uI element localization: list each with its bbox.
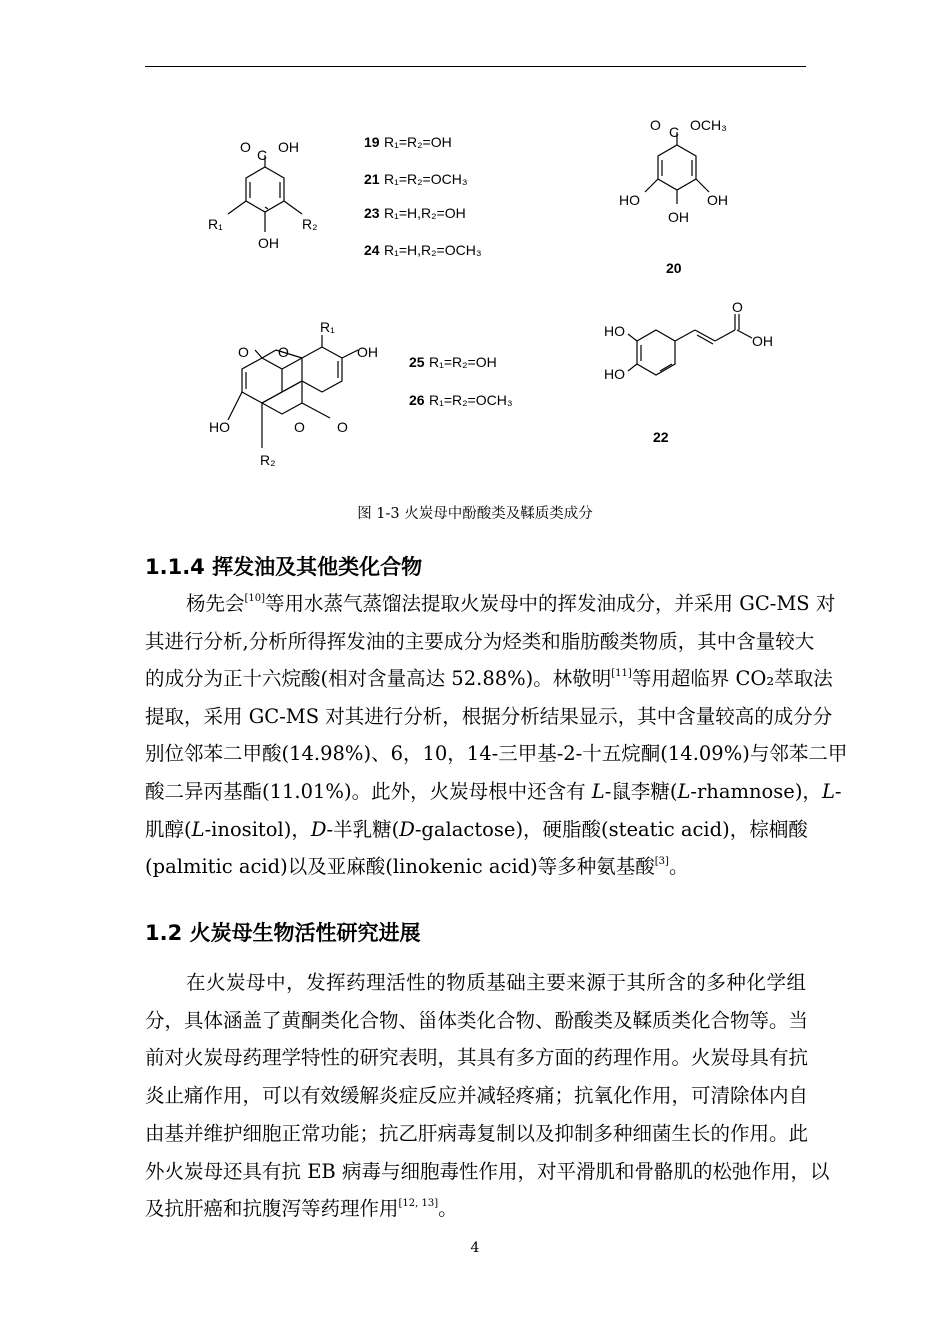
paragraph-line (145, 629, 815, 654)
text-run: -rhamnose)， (690, 780, 822, 803)
section-heading-1-1-4: 1.1.4 挥发油及其他类化合物 (145, 555, 423, 579)
label: R₂ (260, 452, 276, 468)
figure-caption: 图 1-3 火炭母中酚酸类及鞣质类成分 (357, 506, 593, 522)
text-run: -半乳糖( (326, 817, 400, 841)
paragraph-line (145, 780, 842, 804)
substituent-text: R₁=R₂=OCH₃ (384, 171, 468, 187)
label: HO (209, 419, 230, 435)
compound-number: 21 (364, 171, 380, 187)
paragraph-line (145, 1046, 809, 1070)
paragraph-line (145, 704, 833, 729)
citation: [3] (654, 856, 669, 868)
chemical-structures-figure (0, 0, 950, 490)
text-run: 。 (668, 855, 689, 879)
citation: [12, 13] (398, 1198, 439, 1210)
paragraph-line (145, 1084, 809, 1108)
substituent-text: R₁=R₂=OH (384, 134, 452, 150)
substituent-text: R₁=H,R₂=OCH₃ (384, 242, 482, 258)
paragraph-line (145, 818, 806, 842)
text-run: 杨先会 (186, 592, 245, 615)
label: OH (357, 344, 378, 360)
text-run: 及抗肝癌和抗腹泻等药理作用 (145, 1197, 399, 1221)
text-run: D (310, 817, 327, 841)
paragraph-line (145, 1197, 806, 1221)
compound-number: 26 (409, 392, 425, 408)
text-run: L (591, 780, 605, 803)
text-run: 等用超临界 CO₂萃取法 (631, 667, 833, 691)
text-run: 肌醇( (145, 817, 192, 841)
text-run: 酸二异丙基酯(11.01%)。此外，火炭母根中还含有 (145, 780, 592, 803)
text-run: D (399, 817, 415, 841)
compound-list-a (364, 134, 482, 258)
label: OH (278, 139, 299, 155)
page-number: 4 (470, 1240, 480, 1256)
citation: [10] (244, 593, 266, 604)
text-run: 等用水蒸气蒸馏法提取火炭母中的挥发油成分，并采用 GC-MS 对 (265, 592, 836, 615)
substituent-text: R₁=R₂=OH (429, 354, 497, 370)
label: O (238, 344, 249, 360)
text-run: L (821, 780, 835, 803)
text-run: 其进行分析,分析所得挥发油的主要成分为烃类和脂肪酸类物质，其中含量较大 (145, 629, 815, 653)
section-heading-1-2: 1.2 火炭母生物活性研究进展 (145, 921, 421, 945)
compound-number: 19 (364, 134, 380, 150)
text-run: L (191, 817, 205, 841)
text-run: 外火炭母还具有抗 EB 病毒与细胞毒性作用，对平滑肌和骨骼肌的松弛作用，以 (145, 1159, 830, 1183)
label: R₁ (208, 216, 223, 232)
text-run: 的成分为正十六烷酸(相对含量高达 52.88%)。林敬明 (145, 667, 612, 691)
structure-ellagic-acid (209, 319, 378, 468)
structure-compound-20 (619, 117, 728, 276)
label: O (278, 344, 289, 360)
text-run: -鼠李糖( (604, 780, 678, 803)
structure-compound-22 (604, 299, 773, 445)
paragraph-line (186, 971, 806, 995)
text-run: (palmitic acid)以及亚麻酸(linokenic acid)等多种氨基酸 (145, 855, 655, 879)
label: HO (604, 366, 625, 382)
substituent-text: R₁=R₂=OCH₃ (429, 392, 513, 408)
compound-number: 24 (364, 242, 380, 258)
text-run: 由基并维护细胞正常功能；抗乙肝病毒复制以及抑制多种细菌生长的作用。此 (145, 1121, 809, 1145)
compound-list-b (409, 354, 513, 408)
label: OH (752, 333, 773, 349)
carbon-label: C (257, 147, 268, 163)
label: OH (707, 192, 728, 208)
paragraph-line (145, 1121, 809, 1146)
structure-benzoic-acid (208, 139, 318, 251)
paragraph-line (145, 742, 848, 766)
label: R₂ (302, 216, 318, 232)
text-run: 前对火炭母药理学特性的研究表明，其具有多方面的药理作用。火炭母具有抗 (145, 1046, 809, 1070)
text-run: 提取，采用 GC-MS 对其进行分析，根据分析结果显示，其中含量较高的成分分 (145, 704, 833, 728)
citation: [11] (611, 668, 632, 680)
carbon-label: C (669, 124, 680, 140)
text-run: -galactose)，硬脂酸(steatic acid)，棕榈酸 (414, 817, 808, 841)
label: OH (258, 235, 279, 251)
label: R₁ (320, 319, 335, 335)
label: O (732, 299, 743, 315)
paragraph-line (145, 1159, 830, 1184)
label: O (240, 139, 251, 155)
label: HO (604, 323, 625, 339)
paragraph-line (145, 855, 806, 879)
text-run: - (834, 780, 842, 803)
label: OH (668, 209, 689, 225)
compound-number: 20 (666, 260, 682, 276)
text-run: 别位邻苯二甲酸(14.98%)、6，10，14-三甲基-2-十五烷酮(14.09%)与邻苯二甲 (145, 742, 848, 766)
text-run: 分，具体涵盖了黄酮类化合物、甾体类化合物、酚酸类及鞣质类化合物等。当 (145, 1008, 809, 1032)
substituent-text: R₁=H,R₂=OH (384, 205, 466, 221)
compound-number: 22 (653, 429, 669, 445)
compound-number: 23 (364, 205, 380, 221)
paragraph-line (145, 667, 833, 691)
label: HO (619, 192, 640, 208)
text-run: 。 (438, 1197, 458, 1221)
text-run: 在火炭母中，发挥药理活性的物质基础主要来源于其所含的多种化学组 (186, 971, 806, 994)
text-run: 炎止痛作用，可以有效缓解炎症反应并减轻疼痛；抗氧化作用，可清除体内自 (145, 1084, 809, 1108)
compound-number: 25 (409, 354, 425, 370)
label: O (337, 419, 348, 435)
paragraph-line (145, 1008, 809, 1033)
text-run: L (677, 780, 691, 803)
label: OCH₃ (690, 117, 727, 133)
paragraph-line (186, 592, 836, 616)
label: O (650, 117, 661, 133)
text-run: -inositol)， (204, 817, 311, 841)
label: O (294, 419, 305, 435)
